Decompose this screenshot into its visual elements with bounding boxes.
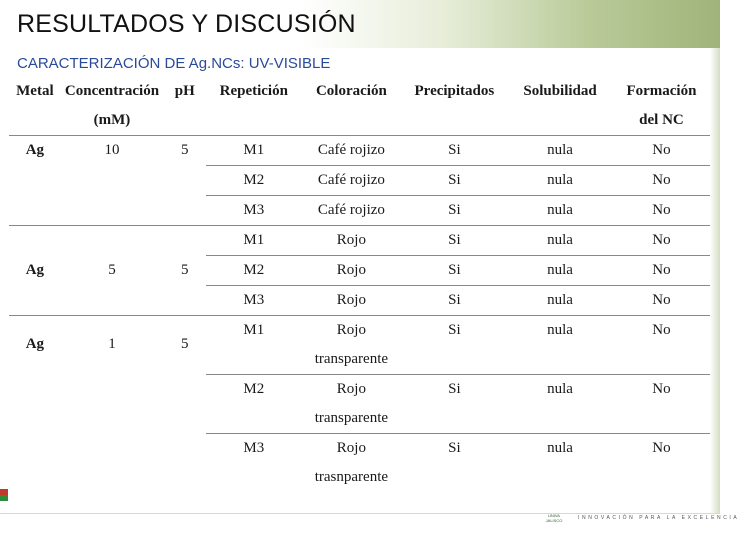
table-row <box>9 316 710 346</box>
col-header-coloracion-line2 <box>301 106 401 136</box>
cell-precipitados-cont <box>402 463 508 492</box>
cell-solubilidad: nula <box>547 322 573 338</box>
cell-coloracion-line2: trasnparente <box>314 469 389 485</box>
cell-concentracion: 1 <box>108 336 116 352</box>
cell-precipitados: Si <box>402 286 508 316</box>
cell-repeticion: M2 <box>243 381 265 397</box>
cell-repeticion-cont <box>206 463 301 492</box>
col-header-solubilidad-line2 <box>507 106 613 136</box>
cell-precipitados: Si <box>448 440 461 456</box>
cell-coloracion: Café rojizo <box>301 166 401 196</box>
cell-formacion: No <box>652 381 671 397</box>
col-header-precipitados-line2 <box>402 106 508 136</box>
table-row <box>9 136 710 166</box>
cell-metal: Ag <box>9 136 61 226</box>
cell-formacion-cont <box>613 345 710 375</box>
table-row <box>9 226 710 256</box>
col-header-formacion-line2: del NC <box>613 106 710 136</box>
col-header-repeticion: Repetición <box>219 83 288 99</box>
cell-solubilidad: nula <box>507 136 613 166</box>
cell-coloracion: Café rojizo <box>301 136 401 166</box>
cell-precipitados: Si <box>402 226 508 256</box>
cell-coloracion-line2: transparente <box>301 345 401 375</box>
cell-coloracion: Rojo <box>301 226 401 256</box>
cell-solubilidad: nula <box>547 440 573 456</box>
cell-repeticion: M1 <box>206 136 301 166</box>
cell-coloracion: Rojo <box>301 256 401 286</box>
cell-concentracion: 5 <box>61 226 163 316</box>
cell-formacion: No <box>652 440 671 456</box>
cell-metal: Ag <box>9 226 61 316</box>
cell-repeticion: M1 <box>206 226 301 256</box>
cell-coloracion: Rojo <box>336 322 366 338</box>
cell-precipitados: Si <box>402 166 508 196</box>
cell-coloracion: Rojo <box>336 440 366 456</box>
col-header-formacion: Formación <box>626 83 697 99</box>
table-body <box>9 136 710 493</box>
footer-tagline: INNOVACIÓN PARA LA EXCELENCIA <box>578 515 739 521</box>
cell-formacion-cont <box>613 463 710 492</box>
col-header-coloracion: Coloración <box>315 83 387 99</box>
col-header-metal: Metal <box>16 83 54 99</box>
cell-coloracion: Café rojizo <box>301 196 401 226</box>
cell-solubilidad: nula <box>507 166 613 196</box>
cell-coloracion-line2: transparente <box>301 404 401 434</box>
col-header-precipitados: Precipitados <box>414 83 495 99</box>
univa-logo: UNIVA JALISCO <box>545 513 563 523</box>
cell-repeticion: M3 <box>243 440 265 456</box>
cell-solubilidad: nula <box>547 381 573 397</box>
cell-precipitados: Si <box>402 256 508 286</box>
cell-ph: 5 <box>163 226 206 316</box>
cell-formacion: No <box>613 196 710 226</box>
cell-solubilidad: nula <box>507 226 613 256</box>
col-header-ph-line2 <box>163 106 206 136</box>
cell-precipitados-cont <box>402 345 508 375</box>
cell-solubilidad-cont <box>507 463 613 492</box>
cell-precipitados: Si <box>402 196 508 226</box>
cell-precipitados: Si <box>448 322 461 338</box>
cell-repeticion: M3 <box>206 286 301 316</box>
cell-formacion: No <box>613 136 710 166</box>
cell-repeticion: M2 <box>206 166 301 196</box>
cell-repeticion-cont <box>206 404 301 434</box>
cell-solubilidad: nula <box>507 196 613 226</box>
cell-formacion: No <box>613 166 710 196</box>
cell-solubilidad-cont <box>507 345 613 375</box>
cell-formacion-cont <box>613 404 710 434</box>
cell-ph: 5 <box>181 336 189 352</box>
page-subtitle: CARACTERIZACIÓN DE Ag.NCs: UV-VISIBLE <box>17 55 331 72</box>
page-title: RESULTADOS Y DISCUSIÓN <box>17 10 356 38</box>
cell-coloracion: Rojo <box>301 286 401 316</box>
cell-solubilidad-cont <box>507 404 613 434</box>
cell-metal: Ag <box>25 336 45 352</box>
cell-concentracion: 10 <box>61 136 163 226</box>
table-header <box>9 77 710 136</box>
cell-precipitados: Si <box>402 136 508 166</box>
cell-formacion: No <box>613 226 710 256</box>
col-header-concentracion: Concentración <box>64 83 160 99</box>
cell-solubilidad: nula <box>507 286 613 316</box>
cell-formacion: No <box>613 256 710 286</box>
cell-coloracion: Rojo <box>336 381 366 397</box>
cell-repeticion: M2 <box>206 256 301 286</box>
col-header-ph: pH <box>174 83 195 99</box>
cell-precipitados-cont <box>402 404 508 434</box>
right-edge-gradient <box>710 48 720 540</box>
footer-accent-green <box>0 495 8 501</box>
cell-solubilidad: nula <box>507 256 613 286</box>
cell-ph: 5 <box>163 136 206 226</box>
cell-precipitados: Si <box>448 381 461 397</box>
col-header-solubilidad: Solubilidad <box>523 83 597 99</box>
results-table <box>9 77 710 492</box>
cell-repeticion: M1 <box>243 322 265 338</box>
cell-formacion: No <box>613 286 710 316</box>
cell-formacion: No <box>652 322 671 338</box>
col-header-concentracion-unit: (mM) <box>61 106 163 136</box>
col-header-repeticion-line2 <box>206 106 301 136</box>
cell-repeticion-cont <box>206 345 301 375</box>
cell-repeticion: M3 <box>206 196 301 226</box>
col-header-metal-line2 <box>9 106 61 136</box>
